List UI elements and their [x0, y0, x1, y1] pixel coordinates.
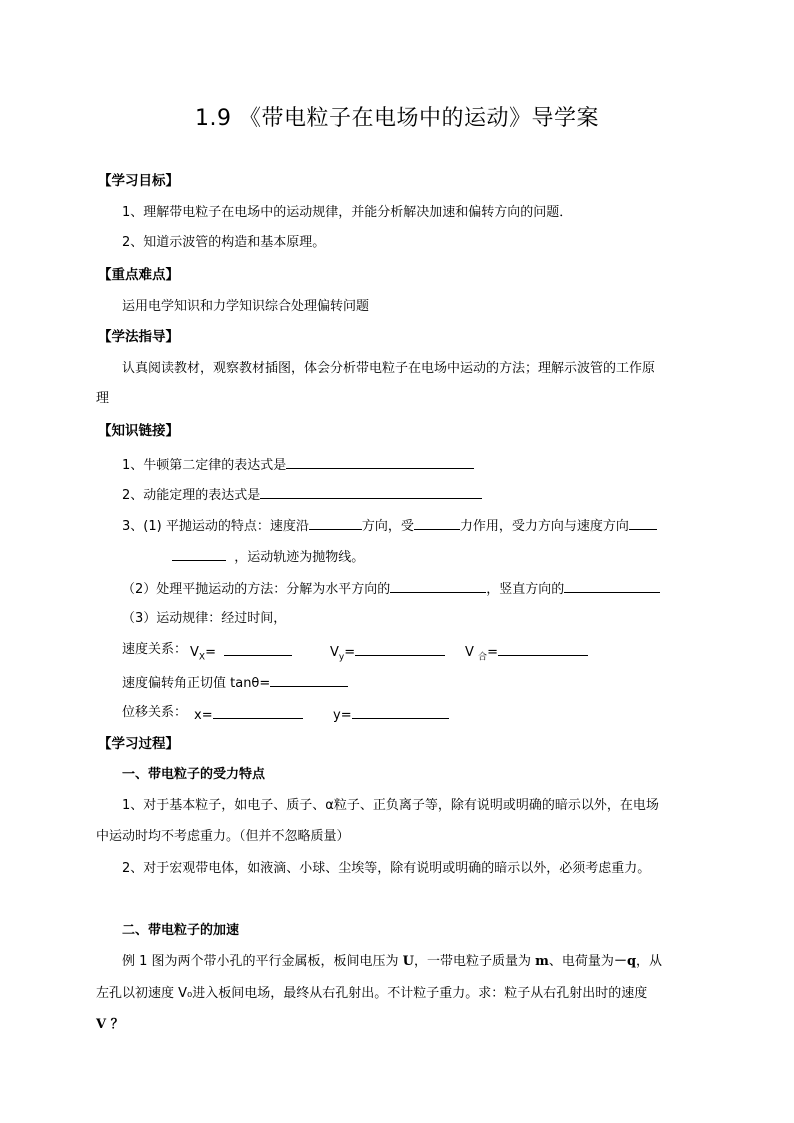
vx-equals: = [205, 645, 216, 660]
displacement-y-label: y= [333, 708, 352, 723]
objective-2: 2、知道示波管的构造和基本原理。 [122, 235, 326, 250]
part1-title: 一、带电粒子的受力特点 [122, 767, 266, 782]
method-header: 【学法指导】 [98, 329, 179, 345]
key-points-text: 运用电学知识和力学知识综合处理偏转问题 [122, 299, 370, 314]
fill-blank-force[interactable] [414, 515, 460, 530]
v-total-expression [465, 641, 588, 662]
key-points-header: 【重点难点】 [98, 267, 179, 283]
fill-blank-vx[interactable] [224, 641, 292, 656]
vy-equals: = [344, 645, 356, 660]
vy-subscript: y [338, 652, 345, 663]
fill-blank-tan-theta[interactable] [270, 672, 348, 687]
fill-blank-velocity-direction[interactable] [309, 515, 362, 530]
fill-blank-kinetic-energy[interactable] [260, 484, 482, 499]
vy-expression [330, 641, 445, 662]
voltage-symbol: U [402, 954, 415, 969]
fill-blank-x[interactable] [213, 704, 303, 719]
fill-blank-horizontal[interactable] [390, 578, 486, 593]
k3-text-b: 方向，受 [361, 519, 414, 534]
deflection-angle-line [122, 672, 348, 693]
example-1-line-3: V ？ [96, 1017, 124, 1032]
displacement-y [333, 704, 449, 725]
vy-symbol: V [330, 645, 339, 660]
part1-paragraph-1-line-1: 1、对于基本粒子，如电子、质子、α粒子、正负离子等，除有说明或明确的暗示以外，在电场 [122, 798, 659, 813]
k3-2-text-b: ，竖直方向的 [486, 582, 565, 597]
k3-2-text-a: （2）处理平抛运动的方法：分解为水平方向的 [122, 582, 391, 597]
page-title: 1.9 《带电粒子在电场中的运动》导学案 [195, 106, 599, 131]
objective-1: 1、理解带电粒子在电场中的运动规律，并能分析解决加速和偏转方向的问题． [122, 205, 573, 220]
knowledge-item-3 [122, 515, 657, 536]
example-1-line-2: 左孔以初速度 V₀进入板间电场，最终从右孔射出。不计粒子重力。求：粒子从右孔射出时的速度 [96, 986, 648, 1001]
fill-blank-vy[interactable] [355, 641, 445, 656]
part2-title: 二、带电粒子的加速 [122, 923, 240, 938]
deflection-angle-label: 速度偏转角正切值 tanθ= [122, 676, 271, 691]
objectives-header: 【学习目标】 [98, 173, 179, 189]
charge-symbol: －q [613, 954, 637, 969]
v-total-symbol: V [465, 645, 474, 660]
displacement-label: 位移关系： [122, 705, 188, 720]
knowledge-item-3-cont [172, 546, 364, 567]
v-total-subscript: 合 [478, 652, 488, 663]
knowledge-item-2-text: 2、动能定理的表达式是 [122, 488, 261, 503]
fill-blank-vertical[interactable] [564, 578, 660, 593]
k3-text-a: 3、(1) 平抛运动的特点：速度沿 [122, 519, 309, 534]
mass-symbol: m [535, 954, 549, 969]
displacement-x [194, 704, 303, 725]
part1-paragraph-2: 2、对于宏观带电体，如液滴、小球、尘埃等，除有说明或明确的暗示以外，必须考虑重力。 [122, 861, 651, 876]
method-text-line-2: 理 [96, 391, 110, 406]
speed-relation-label: 速度关系： [122, 642, 188, 657]
part1-paragraph-1-line-2: 中运动时均不考虑重力。（但并不忽略质量） [96, 829, 350, 844]
example-1-text-c: 、电荷量为 [548, 954, 614, 969]
v-total-equals: = [487, 645, 498, 660]
fill-blank-relation-a[interactable] [629, 515, 657, 530]
knowledge-item-2 [122, 484, 482, 505]
fill-blank-relation-b[interactable] [172, 546, 226, 561]
knowledge-item-1 [122, 454, 474, 475]
knowledge-item-3-3: （3）运动规律：经过时间， [122, 611, 287, 626]
fill-blank-v-total[interactable] [498, 641, 588, 656]
process-header: 【学习过程】 [98, 736, 179, 752]
knowledge-item-1-text: 1、牛顿第二定律的表达式是 [122, 458, 287, 473]
example-1-text-b: ，一带电粒子质量为 [414, 954, 536, 969]
k3-text-c: 力作用，受力方向与速度方向 [459, 519, 629, 534]
k3-text-d: ，运动轨迹为抛物线。 [234, 550, 365, 565]
fill-blank-y[interactable] [352, 704, 449, 719]
fill-blank-newton[interactable] [286, 454, 474, 469]
example-1-line-1 [122, 953, 662, 971]
knowledge-item-3-2 [122, 578, 660, 599]
knowledge-header: 【知识链接】 [98, 423, 179, 439]
example-1-text-a: 例 1 图为两个带小孔的平行金属板，板间电压为 [122, 954, 403, 969]
example-1-text-d: ，从 [636, 954, 663, 969]
method-text-line-1: 认真阅读教材，观察教材插图，体会分析带电粒子在电场中运动的方法；理解示波管的工作原 [122, 361, 656, 376]
displacement-x-label: x= [194, 708, 213, 723]
vx-expression [190, 641, 292, 662]
vx-symbol: V [190, 645, 199, 660]
vx-subscript: X [198, 652, 206, 663]
